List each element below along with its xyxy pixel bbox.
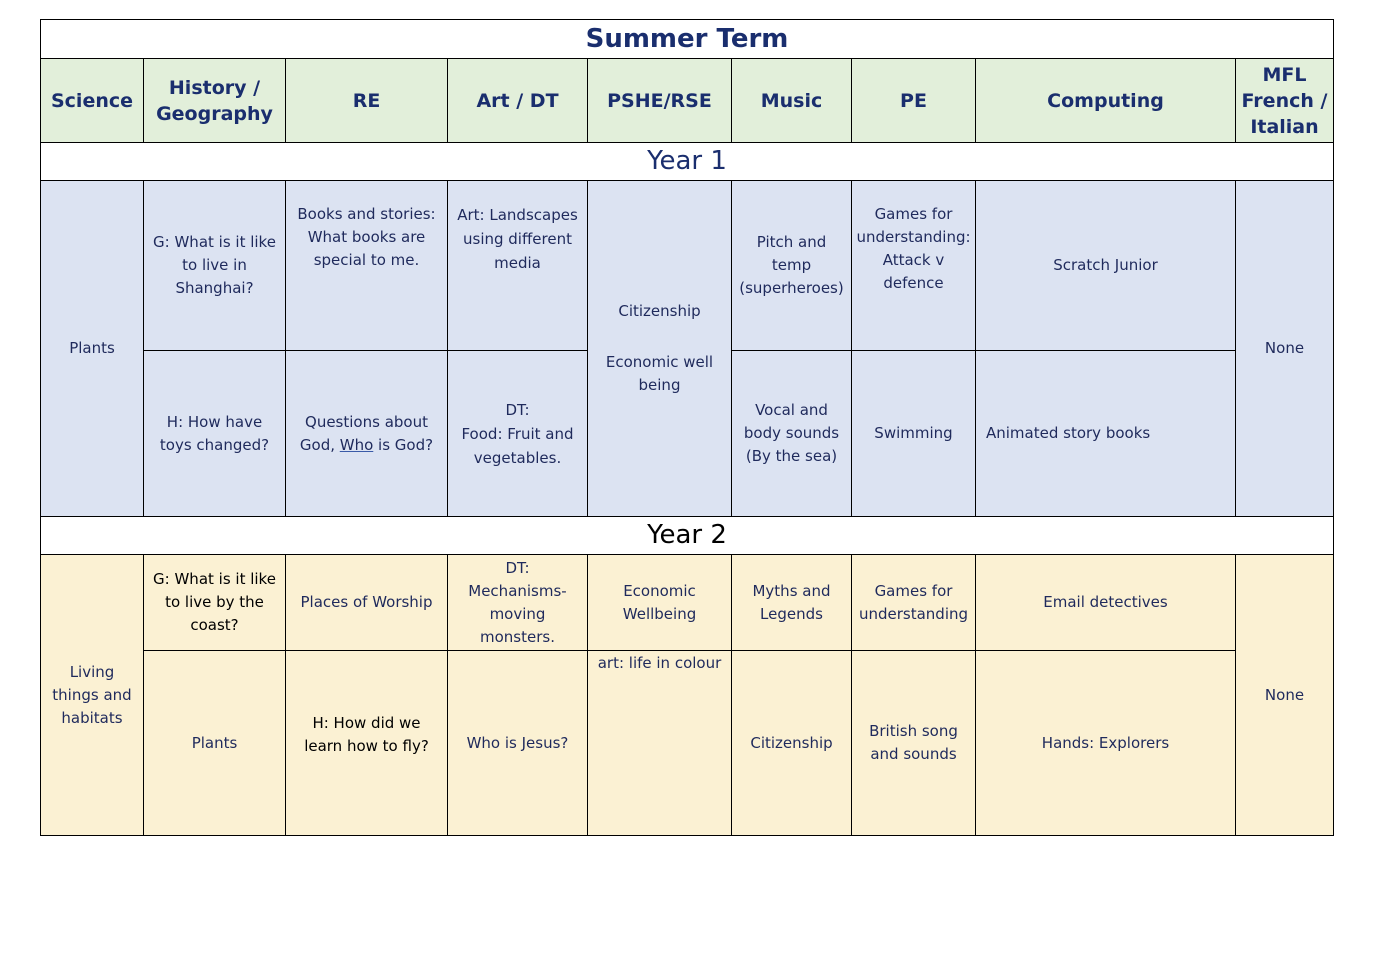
year1-art-b-line2: Food: Fruit and vegetables. [461,424,574,467]
year2-heading: Year 2 [40,516,1334,555]
year2-art-a: DT: Mechanisms- moving monsters. [447,554,588,651]
year2-computing-b: Hands: Explorers [975,650,1236,836]
curriculum-table [40,19,1334,836]
year2-re-b: H: How did we learn how to fly? [285,650,448,836]
year2-mfl: None [1235,554,1334,836]
year2-pe-b: British song and sounds [851,650,976,836]
header-computing: Computing [975,58,1236,143]
year1-history-b: H: How have toys changed? [143,350,286,517]
year1-re-a: Books and stories: What books are special to me. [285,180,448,351]
year1-pe-b: Swimming [851,350,976,517]
year1-art-a: Art: Landscapes using different media [447,180,588,351]
year2-pe-a: Games for understanding [851,554,976,651]
year2-pshe-b: art: life in colour [587,650,732,836]
year2-music-a: Myths and Legends [731,554,852,651]
year1-music-a: Pitch and temp (superheroes) [731,180,852,351]
year1-art-b [447,350,588,517]
year1-computing-b: Animated story books [975,350,1236,517]
header-pe: PE [851,58,976,143]
page-title: Summer Term [40,19,1334,59]
who-link[interactable]: Who [339,435,374,454]
year1-pshe [587,180,732,517]
year2-music-b: Citizenship [731,650,852,836]
year1-pshe-economic: Economic well being [605,353,714,394]
year1-computing-a: Scratch Junior [975,180,1236,351]
year2-science: Living things and habitats [40,554,144,836]
year1-music-b: Vocal and body sounds (By the sea) [731,350,852,517]
year1-history-a: G: What is it like to live in Shanghai? [143,180,286,351]
header-mfl: MFL French / Italian [1235,58,1334,143]
year2-re-a: Places of Worship [285,554,448,651]
header-re: RE [285,58,448,143]
header-pshe-rse: PSHE/RSE [587,58,732,143]
year2-history-b: Plants [143,650,286,836]
header-history-geography: History / Geography [143,58,286,143]
year1-pshe-citizenship: Citizenship [618,302,701,320]
year2-pshe-a: Economic Wellbeing [587,554,732,651]
year1-pe-a: Games for understanding: Attack v defence [851,180,976,351]
year1-science: Plants [40,180,144,517]
year2-computing-a: Email detectives [975,554,1236,651]
header-science: Science [40,58,144,143]
header-art-dt: Art / DT [447,58,588,143]
year1-mfl: None [1235,180,1334,517]
year1-art-b-line1: DT: [505,400,530,419]
year1-re-b-text: Questions about God, Who is God? [299,412,434,454]
header-music: Music [731,58,852,143]
year2-art-b: Who is Jesus? [447,650,588,836]
year2-history-a: G: What is it like to live by the coast? [143,554,286,651]
year1-heading: Year 1 [40,142,1334,181]
year1-re-b [285,350,448,517]
